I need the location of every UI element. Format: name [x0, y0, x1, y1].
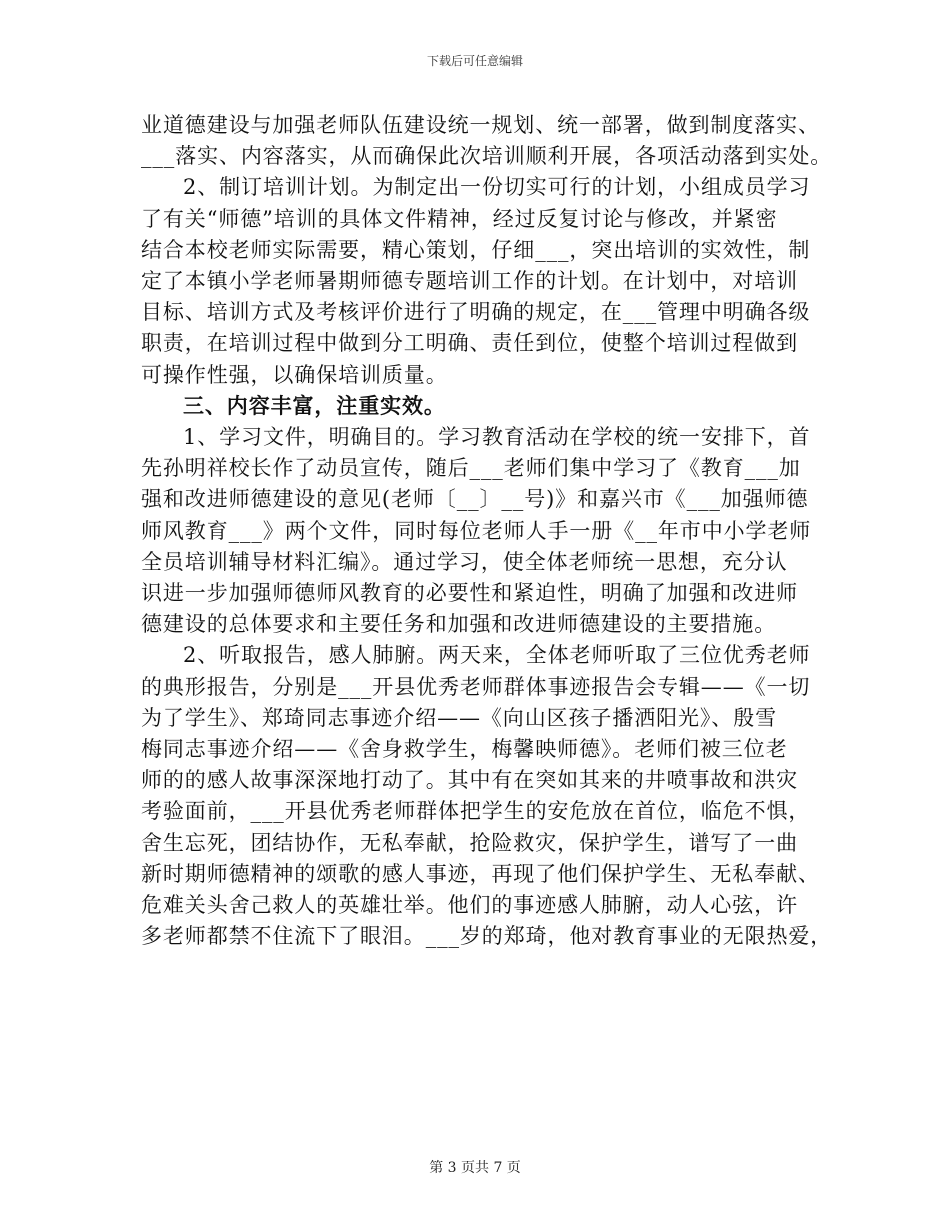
body-text-line: 新时期师德精神的颂歌的感人事迹，再现了他们保护学生、无私奉献、	[141, 861, 820, 886]
body-text-line: 梅同志事迹介绍——《舍身救学生，梅馨映师德》。老师们被三位老	[141, 737, 788, 762]
body-text-line: 师风教育___》两个文件，同时每位老师人手一册《__年市中小学老师	[141, 518, 812, 543]
body-text-line: 危难关头舍己救人的英雄壮举。他们的事迹感人肺腑，动人心弦，许	[141, 893, 798, 918]
body-text-line: 业道德建设与加强老师队伍建设统一规划、统一部署，做到制度落实、	[141, 113, 820, 137]
body-text-line: 德建设的总体要求和主要任务和加强和改进师德建设的主要措施。	[141, 612, 777, 637]
body-text-line: 1、学习文件，明确目的。学习教育活动在学校的统一安排下，首	[183, 425, 811, 450]
body-text-line: ___落实、内容落实，从而确保此次培训顺利开展，各项活动落到实处。	[141, 144, 833, 169]
body-text-line: 先孙明祥校长作了动员宣传，随后___老师们集中学习了《教育___加	[141, 456, 801, 481]
body-text-line: 了有关“师德”培训的具体文件精神，经过反复讨论与修改，并紧密	[141, 206, 778, 231]
body-text-line: 的典形报告，分别是___开县优秀老师群体事迹报告会专辑——《一切	[141, 674, 811, 699]
body-text-line: 强和改进师德建设的意见(老师〔__〕__号)》和嘉兴市《___加强师德	[141, 487, 809, 512]
body-text-line: 识进一步加强师德师风教育的必要性和紧迫性，明确了加强和改进师	[141, 581, 798, 606]
body-text-line: 2、制订培训计划。为制定出一份切实可行的计划，小组成员学习	[183, 175, 811, 200]
body-text-line: 多老师都禁不住流下了眼泪。___岁的郑琦，他对教育事业的无限热爱，	[141, 924, 833, 949]
body-text-line: 为了学生》、郑琦同志事迹介绍——《向山区孩子播洒阳光》、殷雪	[141, 705, 777, 730]
body-text-line: 考验面前，___开县优秀老师群体把学生的安危放在首位，临危不惧，	[141, 799, 811, 824]
body-text-line: 职责，在培训过程中做到分工明确、责任到位，使整个培训过程做到	[141, 331, 798, 356]
document-body	[141, 110, 833, 952]
body-text-line: 2、听取报告，感人肺腑。两天来，全体老师听取了三位优秀老师	[183, 643, 811, 668]
body-text-line: 目标、培训方式及考核评价进行了明确的规定，在___管理中明确各级	[141, 300, 811, 325]
section-heading: 三、内容丰富，注重实效。	[183, 393, 446, 418]
page-header: 下载后可任意编辑	[426, 54, 523, 68]
page-footer: 第 3 页共 7 页	[429, 1160, 521, 1176]
body-text-line: 结合本校老师实际需要，精心策划，仔细___，突出培训的实效性，制	[141, 237, 811, 262]
body-text-line: 可操作性强，以确保培训质量。	[141, 362, 448, 387]
body-text-line: 舍生忘死，团结协作，无私奉献，抢险救灾，保护学生，谱写了一曲	[141, 830, 798, 855]
body-text-line: 师的的感人故事深深地打动了。其中有在突如其来的井喷事故和洪灾	[141, 768, 798, 793]
body-text-line: 全员培训辅导材料汇编》。通过学习，使全体老师统一思想，充分认	[141, 549, 788, 574]
body-text-line: 定了本镇小学老师暑期师德专题培训工作的计划。在计划中，对培训	[141, 269, 798, 294]
